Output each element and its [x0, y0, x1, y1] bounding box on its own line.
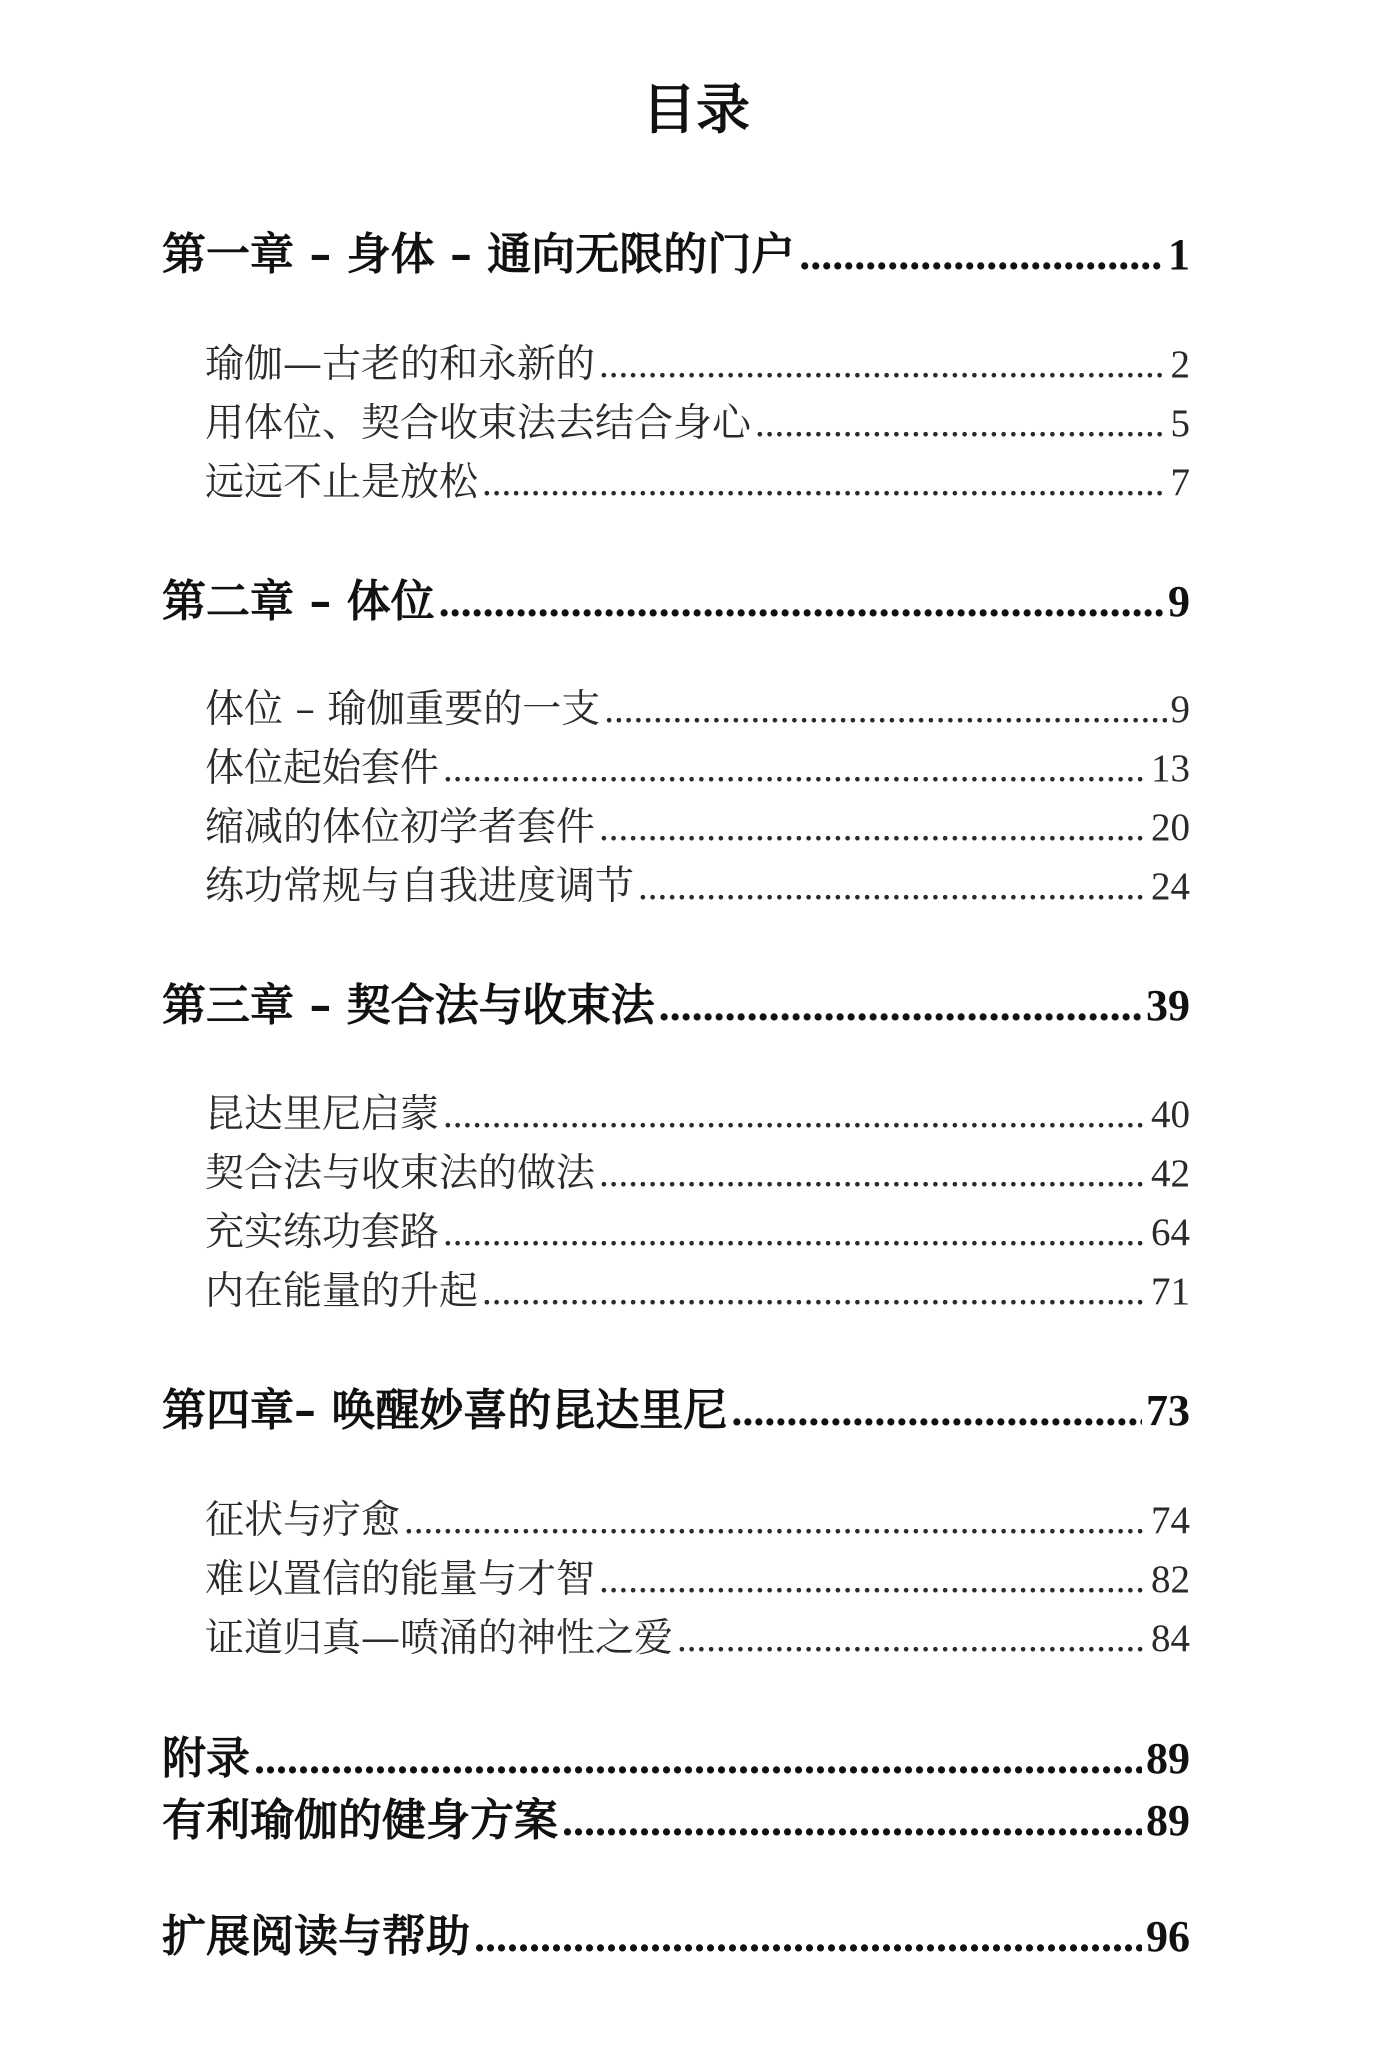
toc-entry-chapter-2 [162, 565, 1190, 629]
toc-entry-label: 附录 [162, 1733, 250, 1784]
toc-entry [205, 1607, 1190, 1663]
toc-entry-further-reading [162, 1900, 1190, 1964]
toc-entry [205, 1489, 1190, 1545]
toc-entry [205, 1201, 1190, 1257]
toc-entry-label: 体位 – 瑜伽重要的一支 [205, 687, 601, 732]
toc-page-number: 84 [1151, 1617, 1190, 1660]
toc-entry-label: 第二章 – 体位 [162, 576, 435, 627]
toc-entry-label: 用体位、契合收束法去结合身心 [205, 401, 752, 446]
toc-entry [205, 1548, 1190, 1604]
dot-leader [755, 401, 1166, 446]
dot-leader [604, 687, 1166, 732]
dot-leader [599, 805, 1147, 850]
toc-entry-fitness-plan [162, 1784, 1190, 1848]
toc-page-number: 64 [1151, 1211, 1190, 1254]
toc-entry-label: 昆达里尼启蒙 [205, 1092, 440, 1137]
toc-entry-label: 契合法与收束法的做法 [205, 1151, 596, 1196]
toc-page-number: 5 [1170, 402, 1190, 445]
toc-entry [205, 737, 1190, 793]
dot-leader [659, 980, 1142, 1031]
toc-entry-chapter-1 [162, 218, 1190, 282]
dot-leader [482, 460, 1166, 505]
toc-entry-label: 第一章 – 身体 – 通向无限的门户 [162, 229, 796, 280]
toc-entry-label: 远远不止是放松 [205, 460, 479, 505]
dot-leader [599, 1151, 1147, 1196]
toc-entry-label: 征状与疗愈 [205, 1498, 401, 1543]
toc-entry-label: 难以置信的能量与才智 [205, 1557, 596, 1602]
toc-page-number: 13 [1151, 747, 1190, 790]
toc-entry-label: 瑜伽—古老的和永新的 [205, 342, 596, 387]
toc-entry [205, 392, 1190, 448]
toc-entry [205, 796, 1190, 852]
toc-page-number: 9 [1168, 577, 1190, 626]
toc-entry-label: 充实练功套路 [205, 1210, 440, 1255]
toc-entry [205, 333, 1190, 389]
toc-page-number: 39 [1146, 981, 1190, 1030]
dot-leader [474, 1911, 1142, 1962]
dot-leader [443, 746, 1147, 791]
toc-entry-label: 内在能量的升起 [205, 1269, 479, 1314]
toc-entry-appendix [162, 1722, 1190, 1786]
dot-leader [562, 1795, 1142, 1846]
toc-page-number: 40 [1151, 1093, 1190, 1136]
toc-entry-label: 体位起始套件 [205, 746, 440, 791]
toc-entry [205, 1083, 1190, 1139]
toc-page-number: 89 [1146, 1796, 1190, 1845]
toc-entry-label: 有利瑜伽的健身方案 [162, 1795, 558, 1846]
toc-entry-chapter-4 [162, 1374, 1190, 1438]
toc-page-number: 1 [1168, 230, 1190, 279]
toc-page-number: 42 [1151, 1152, 1190, 1195]
toc-entry [205, 678, 1190, 734]
toc-entry [205, 855, 1190, 911]
toc-page-number: 20 [1151, 806, 1190, 849]
toc-page-number: 74 [1151, 1499, 1190, 1542]
toc-page-number: 96 [1146, 1912, 1190, 1961]
toc-page-number: 2 [1170, 343, 1190, 386]
dot-leader [638, 864, 1147, 909]
dot-leader [731, 1385, 1142, 1436]
toc-page-number: 89 [1146, 1734, 1190, 1783]
toc-page-number: 9 [1170, 688, 1190, 731]
toc-page-number: 24 [1151, 865, 1190, 908]
toc-entry-chapter-3 [162, 969, 1190, 1033]
toc-entry-label: 证道归真—喷涌的神性之爱 [205, 1616, 674, 1661]
toc-entry-label: 第四章– 唤醒妙喜的昆达里尼 [162, 1385, 728, 1436]
dot-leader [677, 1616, 1147, 1661]
dot-leader [254, 1733, 1142, 1784]
dot-leader [799, 229, 1164, 280]
toc-entry-label: 第三章 – 契合法与收束法 [162, 980, 655, 1031]
dot-leader [482, 1269, 1147, 1314]
toc-entry-label: 练功常规与自我进度调节 [205, 864, 635, 909]
dot-leader [599, 1557, 1147, 1602]
page-title: 目录 [642, 77, 750, 141]
dot-leader [443, 1210, 1147, 1255]
dot-leader [439, 576, 1164, 627]
toc-page-number: 73 [1146, 1386, 1190, 1435]
dot-leader [443, 1092, 1147, 1137]
toc-entry [205, 1260, 1190, 1316]
dot-leader [599, 342, 1166, 387]
toc-page-number: 71 [1151, 1270, 1190, 1313]
dot-leader [404, 1498, 1147, 1543]
toc-entry [205, 451, 1190, 507]
toc-page-number: 7 [1170, 461, 1190, 504]
toc-page-number: 82 [1151, 1558, 1190, 1601]
toc-entry-label: 扩展阅读与帮助 [162, 1911, 470, 1962]
toc-entry [205, 1142, 1190, 1198]
toc-entry-label: 缩减的体位初学者套件 [205, 805, 596, 850]
